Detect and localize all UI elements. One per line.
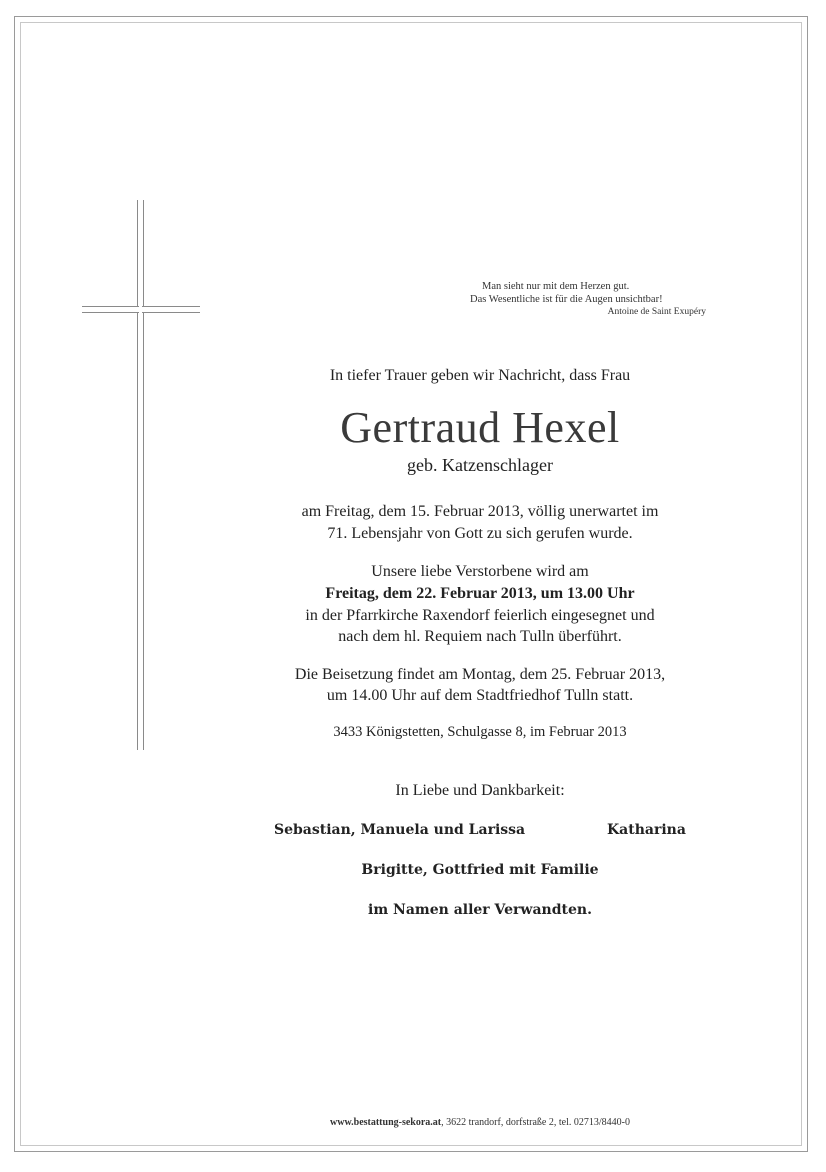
birth-name: geb. Katzenschlager [407,455,553,475]
intro-text: In tiefer Trauer geben wir Nachricht, dass Frau [329,367,631,384]
place-and-date: 3433 Königstetten, Schulgasse 8, im Februar 2013 [333,724,627,740]
burial-text-line-1: Die Beisetzung findet am Montag, dem 25. Februar 2013, [294,666,666,683]
service-date: Freitag, dem 22. Februar 2013, um 13.00 Uhr [325,585,635,602]
service-text-line-3: in der Pfarrkirche Raxendorf feierlich eingesegnet und [305,607,655,624]
quote-author: Antoine de Saint Exupéry [607,307,706,317]
service-text-line-1: Unsere liebe Verstorbene wird am [371,563,589,580]
footer [240,1117,720,1128]
footer-website: www.bestattung-sekora.at [330,1117,442,1128]
deceased-name: Gertraud Hexel [340,403,620,452]
mourner-group-2: Katharina [607,822,686,838]
mourner-group-4: im Namen aller Verwandten. [368,902,592,918]
death-text-line-1: am Freitag, dem 15. Februar 2013, völlig unerwartet im [301,503,659,520]
service-text-line-4: nach dem hl. Requiem nach Tulln überführt. [338,628,622,645]
cross-icon [137,200,144,750]
quote-line-1: Man sieht nur mit dem Herzen gut. [482,281,630,292]
footer-address: , 3622 trandorf, dorfstraße 2, tel. 02713/8440-0 [441,1117,630,1128]
burial-text-line-2: um 14.00 Uhr auf dem Stadtfriedhof Tulln statt. [326,687,634,704]
closing-text: In Liebe und Dankbarkeit: [395,782,565,799]
quote-block [470,280,706,319]
mourner-group-3: Brigitte, Gottfried mit Familie [361,862,599,878]
quote-line-2: Das Wesentliche ist für die Augen unsichtbar! [470,294,663,305]
death-text-line-2: 71. Lebensjahr von Gott zu sich gerufen wurde. [327,525,633,542]
mourner-group-1: Sebastian, Manuela und Larissa [274,822,526,838]
cross-joint [139,306,142,313]
